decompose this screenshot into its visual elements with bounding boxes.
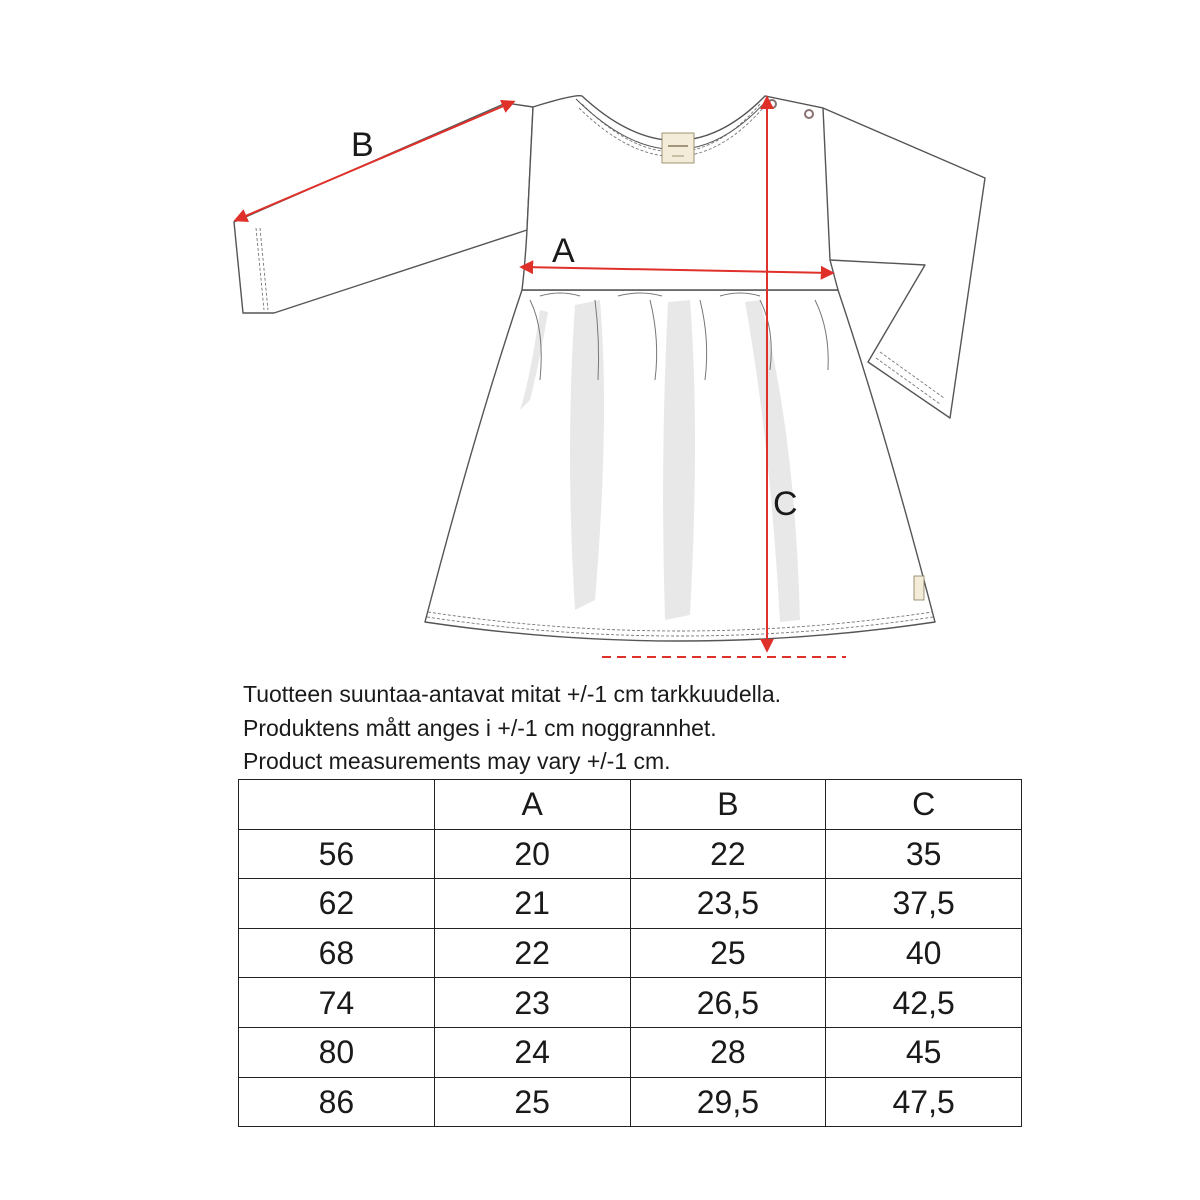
table-row bbox=[239, 928, 1022, 978]
table-header-cell: A bbox=[434, 780, 630, 830]
dimension-label-a: A bbox=[552, 232, 575, 270]
table-cell: 40 bbox=[826, 928, 1022, 978]
table-cell-size: 80 bbox=[239, 1027, 435, 1077]
note-finnish: Tuotteen suuntaa-antavat mitat +/-1 cm tarkkuudella. bbox=[243, 681, 782, 707]
table-cell: 22 bbox=[434, 928, 630, 978]
size-table bbox=[238, 779, 1022, 1127]
table-cell: 45 bbox=[826, 1027, 1022, 1077]
table-cell: 26,5 bbox=[630, 978, 826, 1028]
table-cell: 22 bbox=[630, 829, 826, 879]
table-header-cell bbox=[239, 780, 435, 830]
measurement-notes bbox=[243, 678, 1143, 779]
table-cell-size: 62 bbox=[239, 879, 435, 929]
table-cell: 21 bbox=[434, 879, 630, 929]
table-row bbox=[239, 1077, 1022, 1127]
table-cell: 25 bbox=[630, 928, 826, 978]
table-row bbox=[239, 829, 1022, 879]
table-cell: 42,5 bbox=[826, 978, 1022, 1028]
table-cell-size: 74 bbox=[239, 978, 435, 1028]
table-header-cell: C bbox=[826, 780, 1022, 830]
table-cell: 20 bbox=[434, 829, 630, 879]
dress-outline bbox=[234, 96, 985, 641]
table-cell-size: 56 bbox=[239, 829, 435, 879]
table-row bbox=[239, 978, 1022, 1028]
note-swedish: Produktens mått anges i +/-1 cm noggrannhet. bbox=[243, 714, 717, 741]
table-cell: 37,5 bbox=[826, 879, 1022, 929]
neck-label-icon bbox=[662, 133, 694, 163]
table-cell-size: 86 bbox=[239, 1077, 435, 1127]
left-sleeve bbox=[234, 103, 533, 313]
table-cell: 25 bbox=[434, 1077, 630, 1127]
table-cell: 23,5 bbox=[630, 879, 826, 929]
table-row bbox=[239, 1027, 1022, 1077]
table-cell-size: 68 bbox=[239, 928, 435, 978]
table-cell: 23 bbox=[434, 978, 630, 1028]
table-cell: 47,5 bbox=[826, 1077, 1022, 1127]
table-cell: 28 bbox=[630, 1027, 826, 1077]
dimension-label-c: C bbox=[773, 485, 798, 523]
note-english: Product measurements may vary +/-1 cm. bbox=[243, 748, 671, 774]
table-header-row bbox=[239, 780, 1022, 830]
side-tag-icon bbox=[914, 576, 924, 600]
table-header-cell: B bbox=[630, 780, 826, 830]
table-cell: 35 bbox=[826, 829, 1022, 879]
table-row bbox=[239, 879, 1022, 929]
table-cell: 24 bbox=[434, 1027, 630, 1077]
dimension-label-b: B bbox=[351, 126, 374, 164]
table-cell: 29,5 bbox=[630, 1077, 826, 1127]
